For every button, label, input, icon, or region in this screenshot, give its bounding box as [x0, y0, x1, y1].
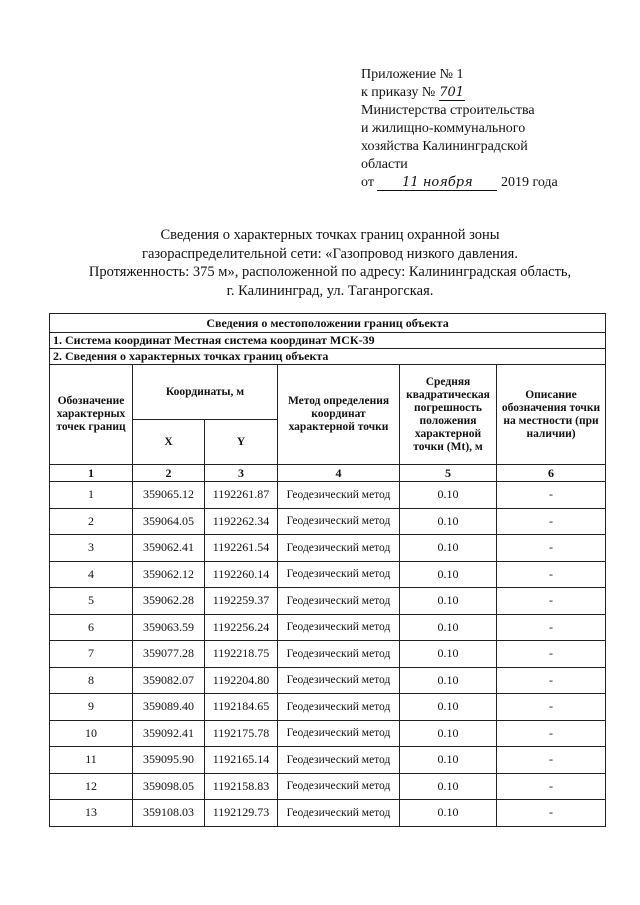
mean-error-cell: 0.10 — [400, 747, 497, 774]
method-cell: Геодезический метод — [278, 588, 400, 615]
points-header-row: 2. Сведения о характерных точках границ объекта — [50, 349, 606, 365]
coord-system-row: 1. Система координат Местная система координат МСК-39 — [50, 333, 606, 349]
point-number-cell: 10 — [50, 720, 133, 747]
title-line-1: Сведения о характерных точках границ охранной зоны — [160, 227, 500, 243]
point-number-cell: 7 — [50, 641, 133, 668]
point-description-cell: - — [497, 614, 606, 641]
coord-y-cell: 1192184.65 — [205, 694, 278, 721]
point-description-cell: - — [497, 482, 606, 509]
point-description-cell: - — [497, 535, 606, 562]
point-number-cell: 8 — [50, 667, 133, 694]
date-prefix: от — [361, 175, 374, 190]
point-number-cell: 3 — [50, 535, 133, 562]
table-row — [50, 720, 606, 747]
point-number-cell: 4 — [50, 561, 133, 588]
coord-y-cell: 1192261.87 — [205, 482, 278, 509]
coord-x-cell: 359095.90 — [133, 747, 205, 774]
ministry-line-3: хозяйства Калининградской — [361, 139, 528, 154]
method-cell: Геодезический метод — [278, 561, 400, 588]
point-number-cell: 2 — [50, 508, 133, 535]
col-number: 2 — [133, 465, 205, 482]
appendix-title: Приложение № 1 — [361, 67, 464, 82]
point-description-cell: - — [497, 720, 606, 747]
coord-y-cell: 1192204.80 — [205, 667, 278, 694]
table-row — [50, 747, 606, 774]
ministry-line-4: области — [361, 157, 408, 172]
mean-error-cell: 0.10 — [400, 773, 497, 800]
coord-x-cell: 359098.05 — [133, 773, 205, 800]
mean-error-cell: 0.10 — [400, 561, 497, 588]
method-cell: Геодезический метод — [278, 614, 400, 641]
coord-x-cell: 359082.07 — [133, 667, 205, 694]
col-header-x: X — [133, 420, 205, 465]
coord-y-cell: 1192261.54 — [205, 535, 278, 562]
coord-x-cell: 359062.28 — [133, 588, 205, 615]
title-line-2: газораспределительной сети: «Газопровод низкого давления. — [142, 245, 518, 262]
coord-x-cell: 359108.03 — [133, 800, 205, 827]
point-description-cell: - — [497, 773, 606, 800]
method-cell: Геодезический метод — [278, 508, 400, 535]
coord-x-cell: 359092.41 — [133, 720, 205, 747]
ministry-line-2: и жилищно-коммунального — [361, 121, 526, 136]
date-handwritten: 11 ноября — [377, 176, 497, 191]
mean-error-cell: 0.10 — [400, 535, 497, 562]
col-number: 5 — [400, 465, 497, 482]
table-row — [50, 508, 606, 535]
table-row — [50, 614, 606, 641]
table-row — [50, 535, 606, 562]
col-header-designation: Обозначение характерных точек границ — [50, 365, 133, 465]
table-row — [50, 667, 606, 694]
coord-x-cell: 359062.12 — [133, 561, 205, 588]
mean-error-cell: 0.10 — [400, 482, 497, 509]
coord-x-cell: 359062.41 — [133, 535, 205, 562]
mean-error-cell: 0.10 — [400, 508, 497, 535]
point-description-cell: - — [497, 694, 606, 721]
order-number-handwritten: 701 — [439, 85, 465, 100]
title-line-3: Протяженность: 375 м», расположенной по адресу: Калининградская область, — [88, 264, 572, 280]
point-description-cell: - — [497, 641, 606, 668]
document-title — [40, 226, 620, 300]
section-header: Сведения о местоположении границ объекта — [50, 314, 606, 333]
coord-y-cell: 1192158.83 — [205, 773, 278, 800]
coord-y-cell: 1192165.14 — [205, 747, 278, 774]
col-header-coords: Координаты, м — [133, 365, 278, 420]
table-row — [50, 561, 606, 588]
order-number-line — [361, 84, 558, 102]
coord-y-cell: 1192175.78 — [205, 720, 278, 747]
col-header-description: Описание обозначения точки на местности (при наличии) — [497, 365, 606, 465]
coord-x-cell: 359077.28 — [133, 641, 205, 668]
coord-y-cell: 1192262.34 — [205, 508, 278, 535]
method-cell: Геодезический метод — [278, 773, 400, 800]
boundary-points-table — [49, 313, 606, 827]
point-number-cell: 13 — [50, 800, 133, 827]
table-row — [50, 482, 606, 509]
point-description-cell: - — [497, 561, 606, 588]
column-numbers-row — [50, 465, 606, 482]
mean-error-cell: 0.10 — [400, 588, 497, 615]
point-description-cell: - — [497, 667, 606, 694]
table-row — [50, 773, 606, 800]
coord-x-cell: 359065.12 — [133, 482, 205, 509]
method-cell: Геодезический метод — [278, 641, 400, 668]
method-cell: Геодезический метод — [278, 667, 400, 694]
method-cell: Геодезический метод — [278, 482, 400, 509]
coord-x-cell: 359089.40 — [133, 694, 205, 721]
col-header-method: Метод определения координат характерной точки — [278, 365, 400, 465]
col-number: 6 — [497, 465, 606, 482]
order-prefix: к приказу № — [361, 85, 436, 100]
point-number-cell: 11 — [50, 747, 133, 774]
title-line-4: г. Калининград, ул. Таганрогская. — [226, 282, 434, 299]
date-suffix: 2019 года — [500, 175, 558, 190]
point-number-cell: 6 — [50, 614, 133, 641]
point-description-cell: - — [497, 588, 606, 615]
coord-y-cell: 1192218.75 — [205, 641, 278, 668]
point-number-cell: 12 — [50, 773, 133, 800]
appendix-block — [361, 66, 558, 192]
method-cell: Геодезический метод — [278, 720, 400, 747]
coord-x-cell: 359063.59 — [133, 614, 205, 641]
coord-y-cell: 1192129.73 — [205, 800, 278, 827]
point-number-cell: 9 — [50, 694, 133, 721]
mean-error-cell: 0.10 — [400, 614, 497, 641]
col-header-error: Средняя квадратическая погрешность положения характерной точки (Mt), м — [400, 365, 497, 465]
table-row — [50, 694, 606, 721]
coord-y-cell: 1192259.37 — [205, 588, 278, 615]
mean-error-cell: 0.10 — [400, 694, 497, 721]
table-row — [50, 588, 606, 615]
method-cell: Геодезический метод — [278, 800, 400, 827]
col-number: 4 — [278, 465, 400, 482]
mean-error-cell: 0.10 — [400, 720, 497, 747]
ministry-line-1: Министерства строительства — [361, 103, 535, 118]
date-line — [361, 174, 558, 192]
point-description-cell: - — [497, 747, 606, 774]
coord-y-cell: 1192260.14 — [205, 561, 278, 588]
col-number: 1 — [50, 465, 133, 482]
mean-error-cell: 0.10 — [400, 800, 497, 827]
table-row — [50, 641, 606, 668]
coord-x-cell: 359064.05 — [133, 508, 205, 535]
method-cell: Геодезический метод — [278, 535, 400, 562]
table-row — [50, 800, 606, 827]
point-description-cell: - — [497, 508, 606, 535]
point-description-cell: - — [497, 800, 606, 827]
coord-y-cell: 1192256.24 — [205, 614, 278, 641]
point-number-cell: 5 — [50, 588, 133, 615]
mean-error-cell: 0.10 — [400, 641, 497, 668]
point-number-cell: 1 — [50, 482, 133, 509]
col-number: 3 — [205, 465, 278, 482]
method-cell: Геодезический метод — [278, 694, 400, 721]
method-cell: Геодезический метод — [278, 747, 400, 774]
col-header-y: Y — [205, 420, 278, 465]
mean-error-cell: 0.10 — [400, 667, 497, 694]
